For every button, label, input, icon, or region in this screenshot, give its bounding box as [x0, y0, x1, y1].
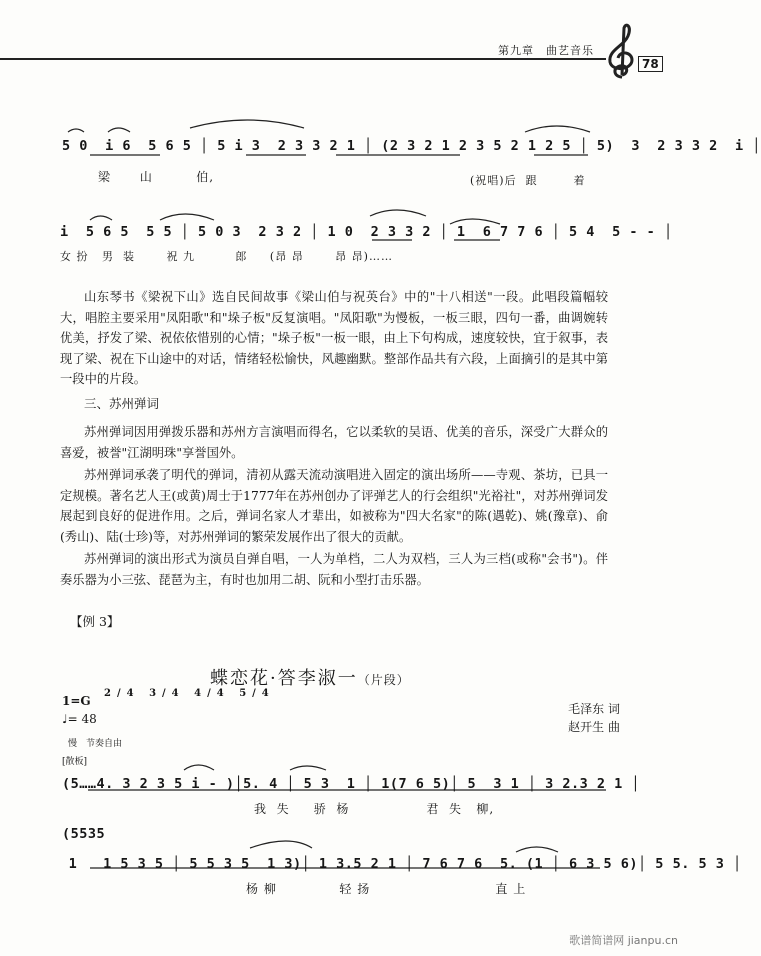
- song-row2-lyrics: 杨 柳 轻 扬 直 上: [246, 882, 527, 896]
- meter: 3/4: [149, 688, 185, 699]
- song-row1-lyrics: 我 失 骄 杨 君 失 柳,: [254, 802, 495, 816]
- song-row1-notes: (5……4. 3 2 3 5 i - )│5. 4 │ 5 3 1 │ 1(7 6 5)│ 5 3 1 │ 3 2.3 2 1 │: [62, 776, 641, 792]
- score1-row2-notes: i 5 6 5 5 5 │ 5 0 3 2 3 2 │ 1 0 2 3 3 2 │ 1 6 7 7 6 │ 5 4 5 - - │: [60, 224, 673, 240]
- paragraph: 苏州弹词承袭了明代的弹词，清初从露天流动演唱进入固定的演出场所——寺观、茶坊，已具一定规模。著名艺人王(或黄)周士于1777年在苏州创办了评弹艺人的行会组织"光裕社"，对苏州弹词发展起到良好的促进作用。之后，弹词名家人才辈出，如被称为"四大名家"的陈(遇乾)、姚(豫章)、俞(秀山)、陆(士珍)等，对苏州弹词的繁荣发展作出了很大的贡献。: [60, 468, 608, 544]
- score1-row1-lyrics-b: (祝唱)后 跟 着: [470, 174, 586, 187]
- song-title-text: 蝶恋花·答李淑一: [210, 668, 358, 689]
- tempo: ♩= 48: [62, 712, 97, 726]
- paragraph: 苏州弹词的演出形式为演员自弹自唱，一人为单档，二人为双档，三人为三档(或称"会书")。伴奏乐器为小三弦、琵琶为主，有时也加用二胡、阮和小型打击乐器。: [60, 552, 608, 587]
- lyricist: 毛泽东 词: [568, 702, 620, 716]
- meter: 5/4: [239, 688, 275, 699]
- meter-list: [104, 688, 275, 699]
- credits: [568, 700, 620, 736]
- paragraph: 苏州弹词因用弹拨乐器和苏州方言演唱而得名，它以柔软的吴语、优美的音乐，深受广大群众的喜爱，被誉"江湖明珠"享誉国外。: [60, 425, 608, 460]
- song-title: [210, 664, 410, 690]
- tempo-text: 慢 节奏自由: [68, 739, 123, 749]
- section-heading: 三、苏州弹词: [84, 396, 160, 411]
- score1-row1-lyrics: 梁 山 伯,: [98, 170, 215, 184]
- key-signature: 1=G: [62, 694, 91, 708]
- meter: 4/4: [194, 688, 230, 699]
- watermark: 歌谱简谱网 jianpu.cn: [569, 934, 678, 947]
- chapter-title: 第九章 曲艺音乐: [498, 44, 594, 57]
- page-number: 78: [638, 56, 663, 72]
- song-row2-notes: 1 1 5 3 5 │ 5 5 3 5 1 3)│ 1 3.5 2 1 │ 7 6 7 6 5. (1 │ 6 3 5 6)│ 5 5. 5 3 │: [60, 856, 742, 872]
- song-subtitle: （片段）: [357, 673, 410, 687]
- section-mark: [散板]: [62, 757, 88, 767]
- qinshu-description: [60, 287, 608, 390]
- treble-clef-icon: [602, 22, 642, 82]
- song-row2-prefix: (5535: [62, 826, 106, 842]
- score1-row1-notes: 5 0 i 6 5 6 5 │ 5 i 3 2 3 3 2 1 │ (2 3 2 1 2 3 5 2 1 2 5 │ 5) 3 2 3 3 2 i │: [62, 138, 761, 154]
- paragraph: 山东琴书《梁祝下山》选自民间故事《梁山伯与祝英台》中的"十八相送"一段。此唱段篇幅较大，唱腔主要采用"凤阳歌"和"垛子板"反复演唱。"凤阳歌"为慢板，一板三眼，四句一番，曲调婉转优美，抒发了梁、祝依依惜别的心情；"垛子板"一板一眼，由上下句构成，速度较快，宜于叙事，表现了梁、祝在下山途中的对话，情绪轻松愉快，风趣幽默。整部作品共有六段，上面摘引的是其中第一段中的片段。: [60, 290, 608, 386]
- meter: 2/4: [104, 688, 140, 699]
- example-label: 【例 3】: [70, 614, 120, 629]
- tanci-description: [60, 422, 608, 590]
- score1-row2-lyrics: 女 扮 男 装 祝 九 郎 (昂 昂 昂 昂)……: [60, 250, 393, 263]
- composer: 赵开生 曲: [568, 720, 620, 734]
